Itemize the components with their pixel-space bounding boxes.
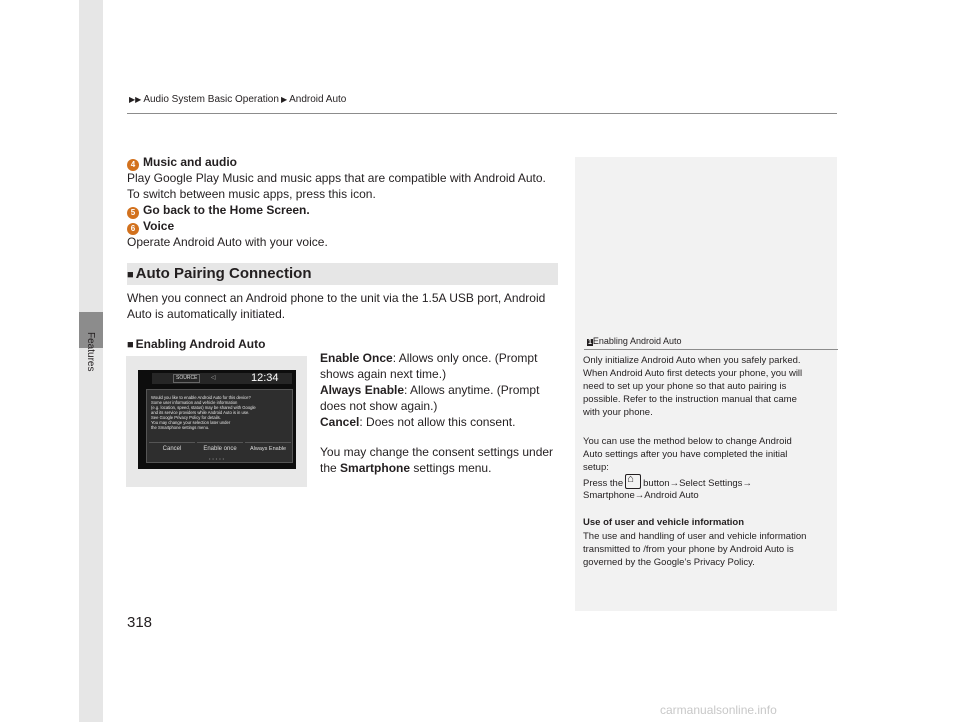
item-music-title: 4 Music and audio bbox=[127, 154, 237, 171]
consent-line2: the Smartphone settings menu. bbox=[320, 461, 492, 475]
breadcrumb-arrow-icon: ▶ bbox=[280, 95, 288, 104]
option-enable-once-line2: shows again next time.) bbox=[320, 367, 447, 381]
consent-dialog bbox=[146, 389, 293, 463]
note-use-title: Use of user and vehicle information bbox=[583, 517, 745, 528]
option-always-enable: Always Enable: Allows anytime. (Prompt bbox=[320, 383, 540, 397]
note-para2: You can use the method below to change Android Auto settings after you have completed the initial setup: bbox=[583, 436, 792, 473]
back-icon[interactable]: ◁ bbox=[211, 375, 216, 381]
header-rule bbox=[127, 113, 837, 114]
number-badge-icon: 5 bbox=[127, 207, 139, 219]
note-title: 1Enabling Android Auto bbox=[588, 336, 682, 346]
square-bullet-icon: ■ bbox=[127, 269, 134, 281]
home-icon: ⌂ bbox=[625, 474, 641, 489]
music-body-line2: To switch between music apps, press this icon. bbox=[127, 187, 376, 201]
page-number: 318 bbox=[127, 614, 153, 631]
breadcrumb-parent[interactable]: Audio System Basic Operation bbox=[143, 94, 279, 105]
number-badge-icon: 4 bbox=[127, 159, 139, 171]
item-home-title: 5 Go back to the Home Screen. bbox=[127, 202, 310, 219]
note-rule bbox=[584, 349, 838, 350]
dialog-cancel-button[interactable]: Cancel bbox=[149, 442, 195, 455]
note-para1: Only initialize Android Auto when you safely parked. When Android Auto first detects your phone, you will need to set up your phone so that auto pairing is possible. Refer to the instruction manual that came with your phone. bbox=[583, 355, 803, 418]
arrow-icon: → bbox=[669, 478, 680, 489]
option-enable-once: Enable Once: Allows only once. (Prompt bbox=[320, 351, 538, 365]
display-screen bbox=[138, 370, 296, 469]
consent-line1: You may change the consent settings under bbox=[320, 445, 554, 459]
breadcrumb-arrow-icon: ▶▶ bbox=[129, 95, 142, 104]
note-path-line: Smartphone→Android Auto bbox=[583, 490, 699, 501]
section-intro-line1: When you connect an Android phone to the unit via the 1.5A USB port, Android bbox=[127, 291, 546, 305]
arrow-icon: → bbox=[634, 490, 645, 501]
sidebar-label: Features bbox=[85, 332, 96, 372]
number-badge-icon: 6 bbox=[127, 223, 139, 235]
breadcrumb-current: Android Auto bbox=[289, 94, 347, 105]
music-body-line1: Play Google Play Music and music apps that are compatible with Android Auto. bbox=[127, 171, 546, 185]
dialog-message: Would you like to enable Android Auto for this device? Some user information and vehicle information (e.g. location, speed, status) may be shared with Google and its service providers while Android Auto is in use. See Google Privacy Policy for details. You may change your selection later under the Smartphone settings menu. bbox=[151, 395, 256, 430]
item-voice-title: 6 Voice bbox=[127, 218, 174, 235]
arrow-icon: → bbox=[742, 478, 752, 489]
dialog-always-enable-button[interactable]: Always Enable bbox=[245, 442, 291, 455]
option-always-enable-line2: does not show again.) bbox=[320, 399, 438, 413]
note-number-icon: 1 bbox=[588, 339, 592, 346]
voice-body-line: Operate Android Auto with your voice. bbox=[127, 235, 328, 249]
watermark: carmanualsonline.info bbox=[660, 703, 777, 717]
page-dots-icon: ••••• bbox=[209, 456, 227, 461]
source-button[interactable]: SOURCE bbox=[173, 374, 200, 383]
square-bullet-icon: ■ bbox=[127, 339, 134, 351]
option-cancel: Cancel: Does not allow this consent. bbox=[320, 415, 516, 429]
screen-clock: 12:34 bbox=[251, 372, 279, 384]
breadcrumb bbox=[127, 94, 346, 105]
dialog-enable-once-button[interactable]: Enable once bbox=[197, 442, 243, 455]
subsection-heading: ■ Enabling Android Auto bbox=[127, 337, 266, 351]
section-heading: ■ Auto Pairing Connection bbox=[127, 265, 312, 282]
note-press-line: Press the ⌂ button→Select Settings→ bbox=[583, 473, 752, 489]
section-intro-line2: Auto is automatically initiated. bbox=[127, 307, 286, 321]
note-para3: The use and handling of user and vehicle information transmitted to /from your phone by Android Auto is governed by the Google’s Privacy Policy. bbox=[583, 531, 807, 568]
